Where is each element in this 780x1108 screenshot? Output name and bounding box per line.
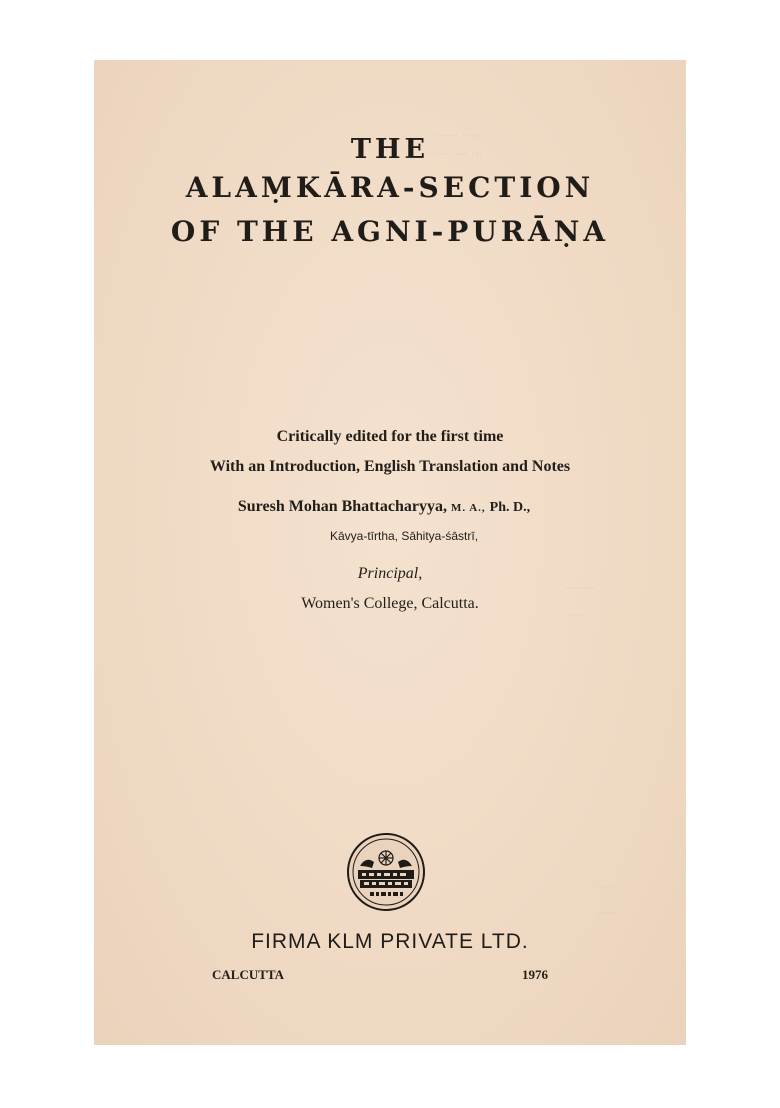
bleed-through-text: ········ <box>564 580 596 594</box>
bleed-through-text: ······ <box>594 905 618 919</box>
subtitle-line-2: With an Introduction, English Translation and Notes <box>209 458 571 475</box>
title-line-3: OF THE AGNI-PURĀṆA <box>170 215 610 248</box>
author-name: Suresh Mohan Bhattacharyya, <box>237 498 447 515</box>
author-credentials: Kāvya-tīrtha, Sāhitya-śāstrī, <box>329 529 479 543</box>
bleed-through-text: ····· ······ <box>434 128 482 142</box>
publication-year: 1976 <box>522 967 548 982</box>
publisher-name: FIRMA KLM PRIVATE LTD. <box>251 930 529 953</box>
author-role: Principal, <box>357 565 423 582</box>
author-institution: Women's College, Calcutta. <box>301 595 479 612</box>
title-line-1: THE <box>350 134 430 165</box>
bleed-through-text: ··· ··· ······· <box>424 146 483 160</box>
title-page <box>94 60 686 1045</box>
title-line-2: ALAṂKĀRA-SECTION <box>185 171 595 204</box>
author-degree-phd: Ph. D., <box>489 500 531 515</box>
subtitle-line-1: Critically edited for the first time <box>276 428 504 445</box>
author-degree-ma: M. A., <box>450 502 486 514</box>
publisher-city: CALCUTTA <box>212 967 284 982</box>
author-line <box>88 498 680 516</box>
bleed-through-text: ······ <box>564 608 588 622</box>
bleed-through-text: ····· <box>594 880 614 894</box>
publisher-seal-icon <box>346 832 426 912</box>
